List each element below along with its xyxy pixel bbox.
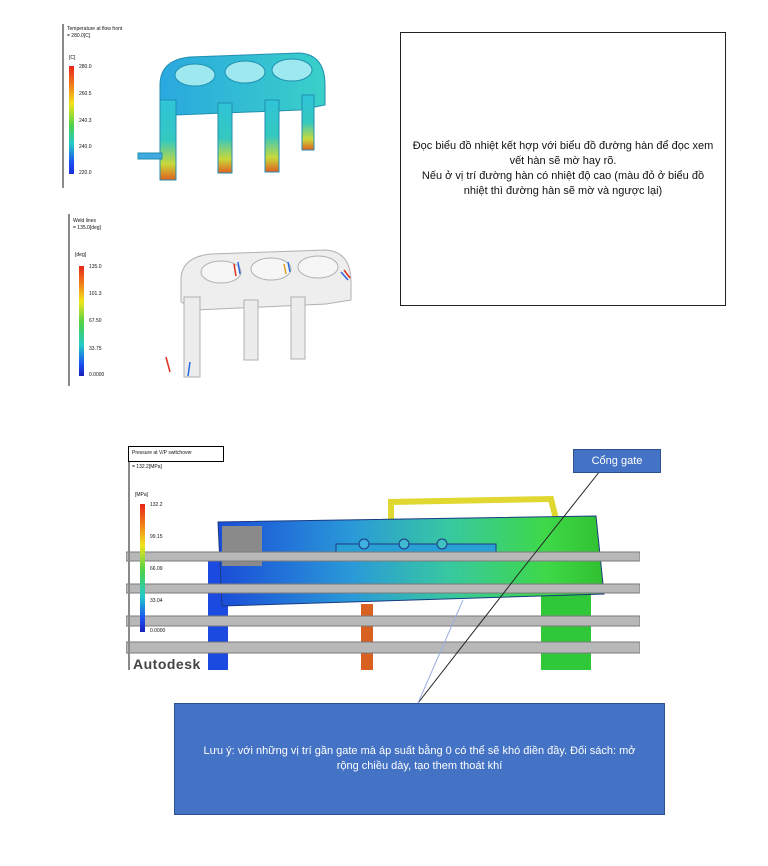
legend-unit: [deg] <box>75 252 87 258</box>
legend-border <box>62 24 64 188</box>
legend-max: = 280.0[C] <box>67 33 91 39</box>
color-scale <box>79 266 119 378</box>
tick-label: 33.04 <box>150 598 163 604</box>
legend-unit: [C] <box>69 55 76 61</box>
color-scale <box>69 66 109 176</box>
tick-label: 99.15 <box>150 534 163 540</box>
tick-label: 220.0 <box>79 170 92 176</box>
tick-label: 0.0000 <box>89 372 105 378</box>
legend-title: Weld lines <box>73 218 96 224</box>
autodesk-watermark: Autodesk <box>133 656 201 672</box>
legend-max: = 132.2[MPa] <box>132 464 162 470</box>
legend-title: Temperature at flow front <box>67 26 123 32</box>
color-bar <box>140 504 145 632</box>
tick-label: 240.3 <box>79 118 92 124</box>
tick-label: 132.2 <box>150 502 163 508</box>
tick-label: 67.50 <box>89 318 102 324</box>
temperature-weld-note <box>400 32 726 306</box>
legend-unit: [MPa] <box>135 492 149 498</box>
tick-label: 240.0 <box>79 144 92 150</box>
legend-border <box>128 462 130 670</box>
legend-title: Pressure at V/P switchover <box>132 450 192 456</box>
pressure-plot-panel <box>126 444 640 670</box>
temperature-part-render <box>130 45 340 190</box>
tick-label: 33.75 <box>89 346 102 352</box>
color-bar <box>69 66 74 174</box>
tick-label: 101.3 <box>89 291 102 297</box>
weld-lines-part-render <box>156 242 366 387</box>
pressure-part-render <box>126 444 640 670</box>
note-text: Đọc biểu đồ nhiệt kết hợp với biểu đồ đường hàn để đọc xem vết hàn sẽ mờ hay rõ. Nếu ở vị trí đường hàn có nhiệt độ cao (màu đỏ ở biểu đồ nhiệt thì đường hàn sẽ mờ và ngược lại) <box>412 140 714 197</box>
pressure-warning-note <box>174 703 665 815</box>
temperature-plot-panel <box>60 20 340 190</box>
weld-lines-plot-panel <box>66 212 366 388</box>
legend-max: = 135.0[deg] <box>73 225 101 231</box>
warning-text: Lưu ý: với những vị trí gần gate mà áp suất bằng 0 có thể sẽ khó điền đầy. Đối sách: mở rộng chiều dày, tạo them thoát khí <box>203 745 636 772</box>
tick-label: 0.0000 <box>150 628 166 634</box>
color-bar <box>79 266 84 376</box>
tick-label: 260.5 <box>79 91 92 97</box>
tick-label: 135.0 <box>89 264 102 270</box>
legend-border <box>68 214 70 386</box>
color-scale <box>140 504 180 634</box>
gate-callout: Cổng gate <box>573 449 661 473</box>
tick-label: 66.09 <box>150 566 163 572</box>
tick-label: 280.0 <box>79 64 92 70</box>
